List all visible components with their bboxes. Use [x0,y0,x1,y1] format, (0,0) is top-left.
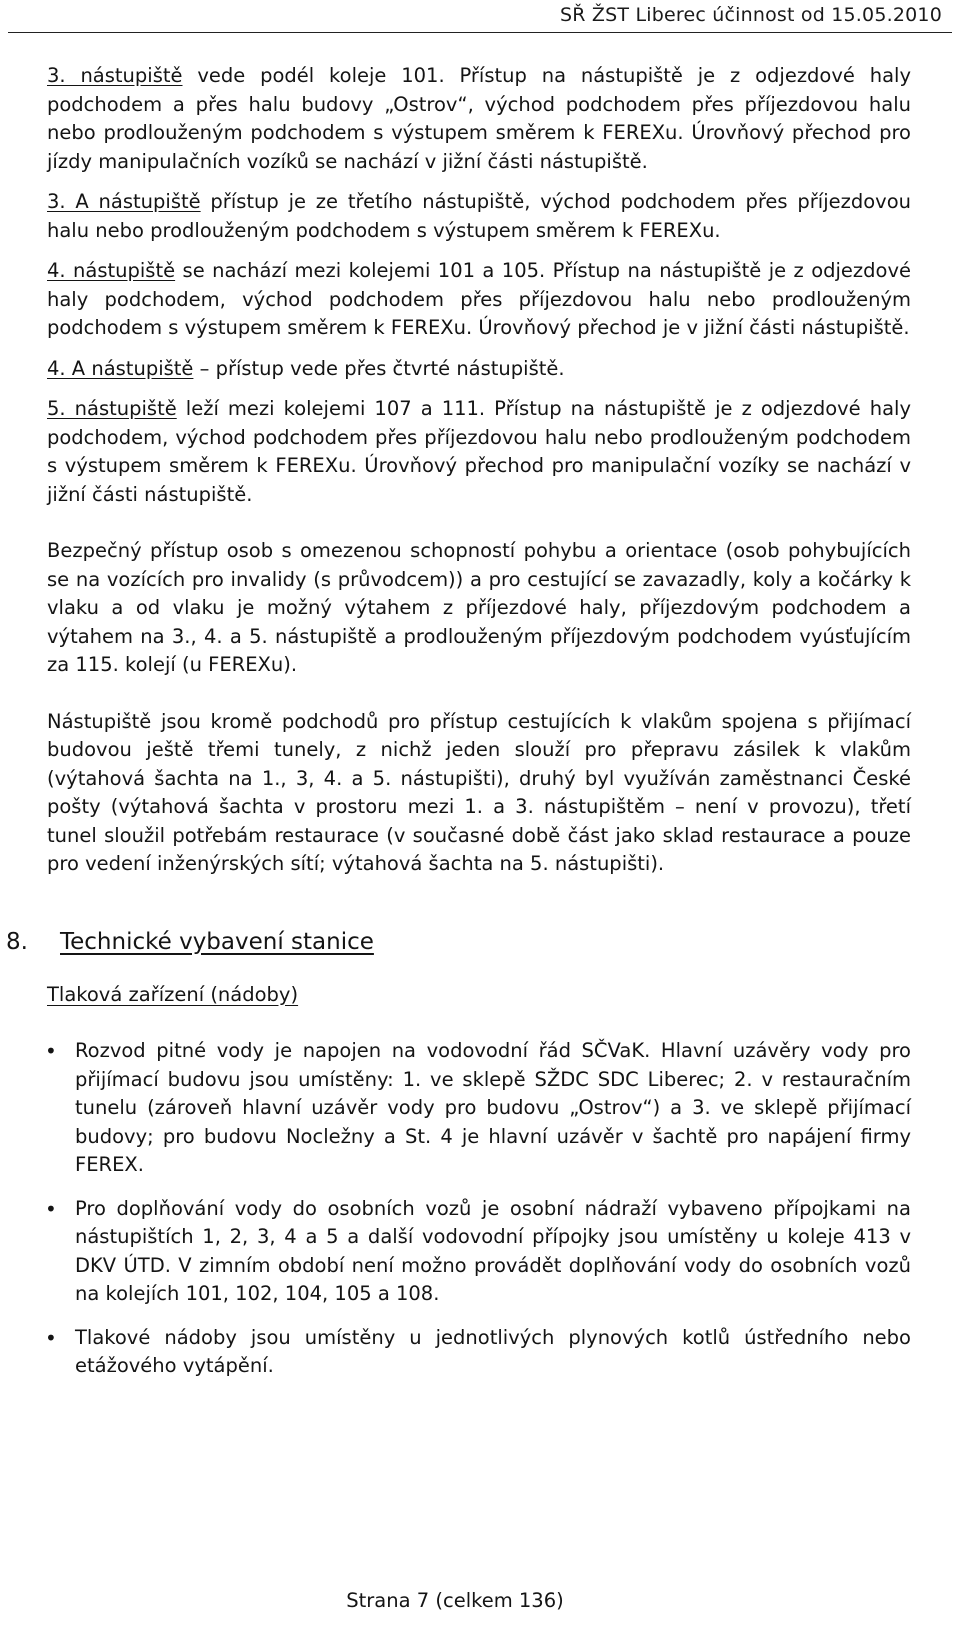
section-number: 8. [6,928,28,955]
platform-paragraph [47,188,911,245]
platform-text: vede podél koleje 101. Přístup na nástupiště je z odjezdové haly podchodem a přes halu budovy „Ostrov“, východ podchodem přes příjezdovou halu nebo prodlouženým podchodem s výstupem směrem k FEREXu. Úrovňový přechod pro jízdy manipulačních vozíků se nachází v jižní části nástupiště. [47,64,911,173]
section-heading [6,927,911,957]
platform-label: 4. A nástupiště [47,356,194,380]
list-item: • Tlakové nádoby jsou umístěny u jednotlivých plynových kotlů ústředního nebo etážového vytápění. [47,1324,911,1381]
spacer [47,680,911,708]
platform-paragraph [47,355,911,384]
platform-paragraph [47,62,911,176]
header-rule [8,32,952,33]
tunnels-paragraph: Nástupiště jsou kromě podchodů pro přístup cestujících k vlakům spojena s přijímací budovou ještě třemi tunely, z nichž jeden slouží pro přepravu zásilek k vlakům (výtahová šachta na 1., 3, 4. a 5. nástupišti), druhý byl využíván zaměstnanci České pošty (výtahová šachta v prostoru mezi 1. a 3. nástupištěm – není v provozu), třetí tunel sloužil potřebám restaurace (v současné době část jako sklad restaurace a pouze pro vedení inženýrských sítí; výtahová šachta na 5. nástupišti). [47,709,911,875]
spacer [47,879,911,927]
page-number: Strana 7 (celkem 136) [346,1589,564,1612]
platform-label: 3. nástupiště [47,64,183,87]
list-item: • Rozvod pitné vody je napojen na vodovodní řád SČVaK. Hlavní uzávěry vody pro přijímací budovu jsou umístěny: 1. ve sklepě SŽDC SDC Liberec; 2. v restauračním tunelu (zároveň hlavní uzávěr vody pro budovu „Ostrov“) a 3. ve sklepě přijímací budovy; pro budovu Nocležny a St. 4 je hlavní uzávěr v šachtě pro napájení firmy FEREX. [47,1037,911,1180]
platform-paragraph [47,395,911,509]
header-validity: SŘ ŽST Liberec účinnost od 15.05.2010 [560,4,942,26]
document-body [6,62,911,1381]
list-item: • Pro doplňování vody do osobních vozů je osobní nádraží vybaveno přípojkami na nástupištích 1, 2, 3, 4 a 5 a další vodovodní přípojky jsou umístěny u koleje 413 v DKV ÚTD. V zimním období není možno provádět doplňování vody do osobních vozů na kolejích 101, 102, 104, 105 a 108. [47,1195,911,1309]
platform-paragraph [47,257,911,343]
bullet-list [47,1037,911,1381]
access-paragraph: Bezpečný přístup osob s omezenou schopností pohybu a orientace (osob pohybujících se na vozících pro invalidy (s průvodcem)) a pro cestující se zavazadly, koly a kočárky k vlaku a od vlaku je možný výtahem z příjezdové haly, příjezdovým podchodem a výtahem na 3., 4. a 5. nástupiště a prodlouženým příjezdovým podchodem vyúsťujícím za 115. kolejí (u FEREXu). [47,539,911,676]
platform-text: – přístup vede přes čtvrté nástupiště. [193,356,565,380]
platform-text: leží mezi kolejemi 107 a 111. Přístup na nástupiště je z odjezdové haly podchodem, východ podchodem přes příjezdovou halu nebo prodlouženým podchodem s výstupem směrem k FEREXu. Úrovňový přechod pro manipulační vozíky se nachází v jižní části nástupiště. [47,397,911,506]
platform-text: přístup je ze třetího nástupiště, východ podchodem přes příjezdovou halu nebo prodlouženým podchodem s výstupem směrem k FEREXu. [47,190,911,242]
platform-label: 4. nástupiště [47,259,176,282]
platform-label: 5. nástupiště [47,397,177,420]
platform-label: 3. A nástupiště [47,190,201,213]
spacer [47,509,911,537]
section-title: Technické vybavení stanice [60,928,374,955]
subsection-heading: Tlaková zařízení (nádoby) [47,982,299,1006]
platform-text: se nachází mezi kolejemi 101 a 105. Přístup na nástupiště je z odjezdové haly podchodem, východ podchodem přes příjezdovou halu nebo prodlouženým podchodem s výstupem směrem k FEREXu. Úrovňový přechod je v jižní části nástupiště. [47,259,911,339]
